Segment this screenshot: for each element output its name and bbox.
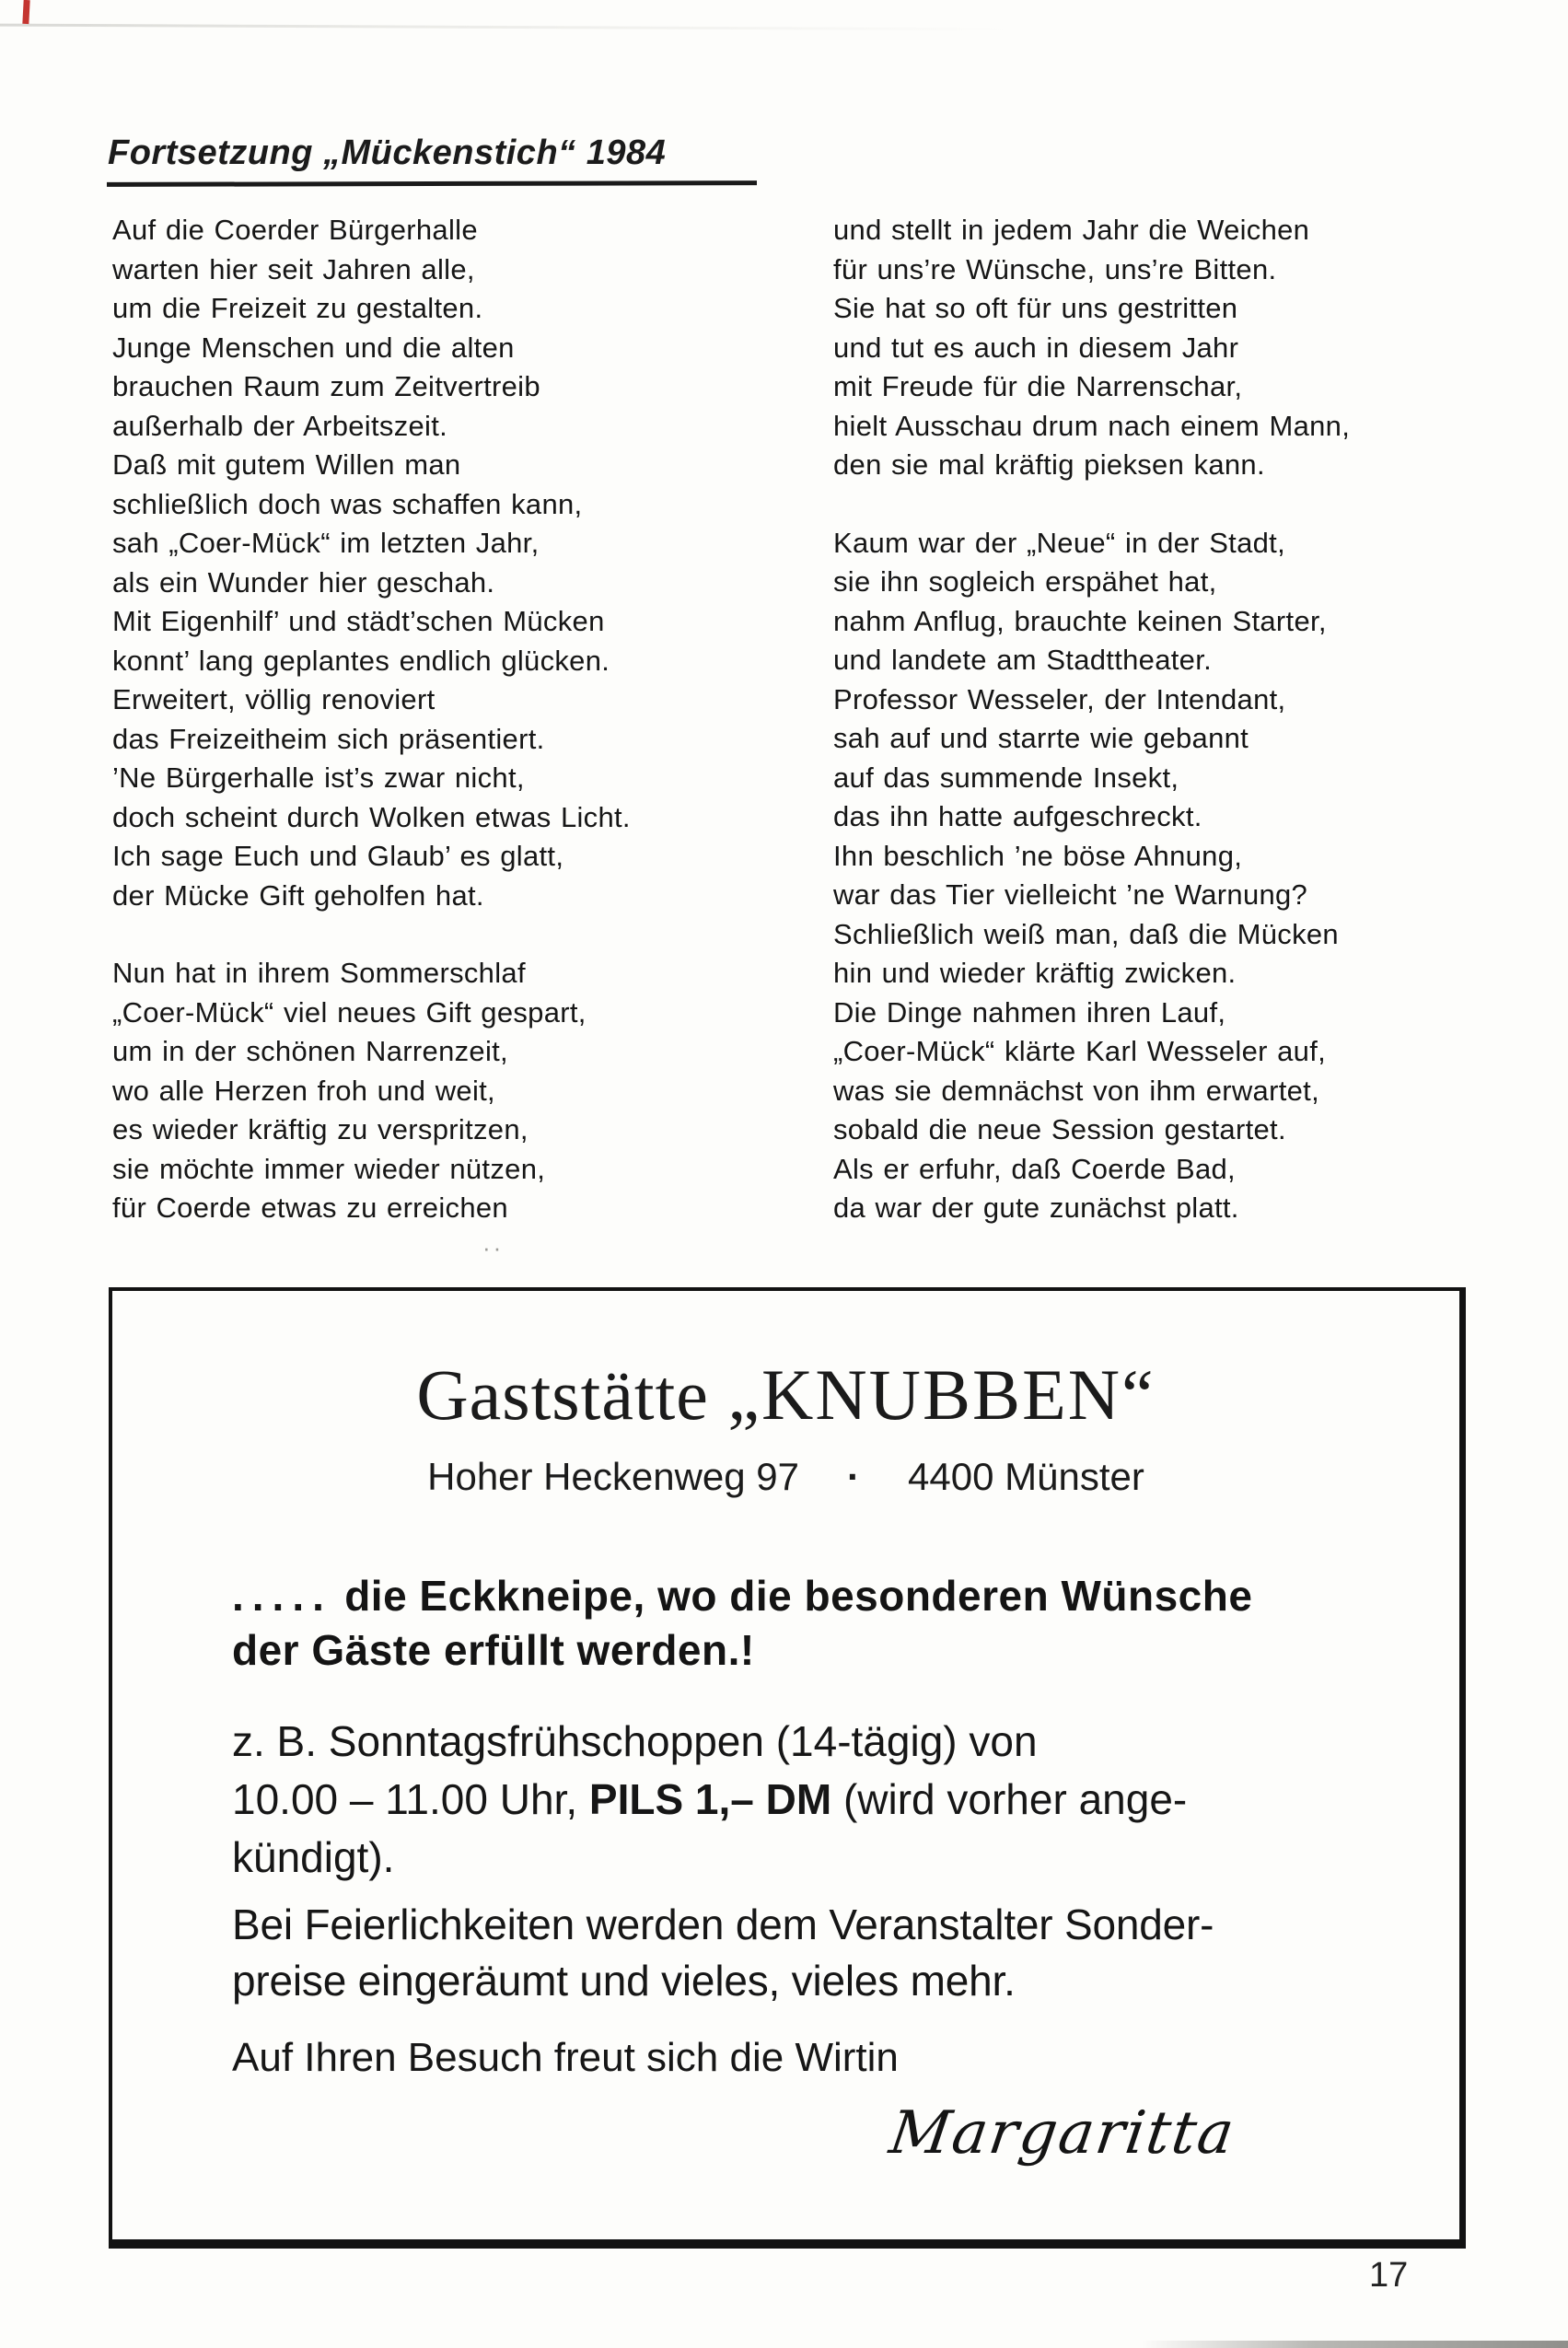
- ad-address: [112, 1455, 1459, 1499]
- ad-events-line1: Bei Feierlichkeiten werden dem Veranstalter Sonder-: [232, 1900, 1214, 1948]
- poem-line: Ich sage Euch und Glaub’ es glatt,: [112, 840, 564, 872]
- poem-line: schließlich doch was schaffen kann,: [112, 487, 583, 520]
- poem-line: hielt Ausschau drum nach einem Mann,: [833, 409, 1351, 442]
- poem-left-column: [112, 211, 631, 1228]
- poem-line: für Coerde etwas zu erreichen: [112, 1191, 508, 1224]
- poem-line: sah „Coer-Mück“ im letzten Jahr,: [112, 527, 540, 559]
- ad-title-prefix: Gaststätte: [416, 1354, 709, 1435]
- poem-line: doch scheint durch Wolken etwas Licht.: [112, 800, 631, 833]
- poem-line: Junge Menschen und die alten: [112, 331, 515, 364]
- poem-line: Die Dinge nahmen ihren Lauf,: [833, 995, 1226, 1029]
- ad-tagline-dots: .....: [232, 1572, 332, 1620]
- poem-line: das ihn hatte aufgeschreckt.: [833, 800, 1202, 832]
- poem-line: Ihn beschlich ’ne böse Ahnung,: [833, 839, 1243, 872]
- poem-line: nahm Anflug, brauchte keinen Starter,: [833, 604, 1327, 637]
- scan-edge-artifact: [0, 24, 1013, 31]
- poem-line: da war der gute zunächst platt.: [833, 1191, 1239, 1224]
- page-number: 17: [1369, 2256, 1409, 2295]
- poem-line: mit Freude für die Narrenschar,: [833, 370, 1243, 402]
- poem-line: Erweitert, völlig renoviert: [112, 683, 436, 715]
- ad-offer: [232, 1713, 1187, 1887]
- ad-offer-line1: z. B. Sonntagsfrühschoppen (14-tägig) von: [232, 1717, 1038, 1765]
- scan-bottom-artifact: [1142, 2341, 1568, 2348]
- poem-line: hin und wieder kräftig zwicken.: [833, 957, 1237, 989]
- poem-line: außerhalb der Arbeitszeit.: [112, 409, 448, 442]
- ad-title: [112, 1354, 1459, 1436]
- poem-line: Kaum war der „Neue“ in der Stadt,: [833, 526, 1285, 559]
- poem-line: und stellt in jedem Jahr die Weichen: [833, 214, 1310, 246]
- poem-line: konnt’ lang geplantes endlich glücken.: [112, 644, 610, 677]
- poem-line: um in der schönen Narrenzeit,: [112, 1035, 508, 1067]
- poem-line: wo alle Herzen froh und weit,: [112, 1074, 495, 1107]
- page-title: Fortsetzung „Mückenstich“ 1984: [108, 134, 667, 173]
- poem-line: der Mücke Gift geholfen hat.: [112, 878, 484, 912]
- ad-offer-line2: [232, 1771, 1187, 1829]
- poem-line: Professor Wesseler, der Intendant,: [833, 682, 1286, 715]
- poem-stanza: [833, 211, 1350, 485]
- poem-stanza: [833, 524, 1350, 1228]
- ad-tagline-line1: [232, 1569, 1252, 1623]
- poem-line: es wieder kräftig zu verspritzen,: [112, 1113, 528, 1145]
- poem-line: war das Tier vielleicht ’ne Warnung?: [833, 878, 1308, 911]
- poem-line: als ein Wunder hier geschah.: [112, 565, 495, 599]
- poem-right-column: [833, 211, 1350, 1228]
- ad-title-name: „KNUBBEN“: [727, 1354, 1156, 1435]
- poem-stanza: [112, 211, 631, 915]
- poem-line: Als er erfuhr, daß Coerde Bad,: [833, 1152, 1236, 1185]
- poem-line: brauchen Raum zum Zeitvertreib: [112, 370, 540, 402]
- poem-line: Nun hat in ihrem Sommerschlaf: [112, 957, 526, 989]
- red-mark-artifact: [22, 0, 29, 24]
- poem-line: Daß mit gutem Willen man: [112, 448, 461, 481]
- poem-line: sie ihn sogleich erspähet hat,: [833, 565, 1217, 598]
- ad-closing: Auf Ihren Besuch freut sich die Wirtin: [232, 2035, 899, 2080]
- ad-address-street: Hoher Heckenweg 97: [427, 1455, 800, 1498]
- poem-line: „Coer-Mück“ klärte Karl Wesseler auf,: [833, 1035, 1327, 1067]
- poem-line: Auf die Coerder Bürgerhalle: [112, 214, 478, 246]
- poem-line: um die Freizeit zu gestalten.: [112, 292, 483, 324]
- poem-line: „Coer-Mück“ viel neues Gift gespart,: [112, 995, 587, 1029]
- ad-tagline-text1: die Eckkneipe, wo die besonderen Wünsche: [344, 1572, 1253, 1620]
- poem-line: den sie mal kräftig pieksen kann.: [833, 448, 1265, 481]
- scan-dots-artifact: ··: [482, 1234, 505, 1261]
- poem-line: sah auf und starrte wie gebannt: [833, 722, 1249, 754]
- ad-address-city: 4400 Münster: [908, 1455, 1144, 1498]
- poem-line: für uns’re Wünsche, uns’re Bitten.: [833, 252, 1277, 285]
- ad-signature: Margaritta: [885, 2099, 1240, 2168]
- poem-line: und tut es auch in diesem Jahr: [833, 331, 1239, 364]
- poem-line: auf das summende Insekt,: [833, 761, 1179, 794]
- poem-stanza: [112, 954, 631, 1228]
- title-underline: [107, 180, 757, 187]
- advertisement-box: [109, 1287, 1466, 2249]
- poem-line: Schließlich weiß man, daß die Mücken: [833, 917, 1339, 950]
- ad-events-line2: preise eingeräumt und vieles, vieles mehr.: [232, 1957, 1016, 2005]
- poem-line: ’Ne Bürgerhalle ist’s zwar nicht,: [112, 761, 525, 794]
- ad-address-separator: ·: [847, 1455, 861, 1498]
- poem-line: sobald die neue Session gestartet.: [833, 1113, 1286, 1145]
- poem-line: was sie demnächst von ihm erwartet,: [833, 1074, 1319, 1107]
- ad-offer-line2-post: (wird vorher ange-: [831, 1775, 1188, 1823]
- ad-offer-price: PILS 1,– DM: [588, 1775, 832, 1823]
- poem-line: warten hier seit Jahren alle,: [112, 252, 475, 285]
- ad-events: [232, 1897, 1214, 2009]
- poem-line: das Freizeitheim sich präsentiert.: [112, 722, 545, 755]
- poem-line: sie möchte immer wieder nützen,: [112, 1152, 546, 1185]
- poem-line: und landete am Stadttheater.: [833, 644, 1213, 676]
- ad-tagline: [232, 1569, 1252, 1678]
- poem-line: Mit Eigenhilf’ und städt’schen Mücken: [112, 605, 605, 637]
- ad-offer-line2-pre: 10.00 – 11.00 Uhr,: [232, 1775, 589, 1823]
- ad-tagline-line2: der Gäste erfüllt werden.!: [232, 1626, 755, 1674]
- poem-line: Sie hat so oft für uns gestritten: [833, 292, 1238, 324]
- ad-offer-line3: kündigt).: [232, 1833, 395, 1881]
